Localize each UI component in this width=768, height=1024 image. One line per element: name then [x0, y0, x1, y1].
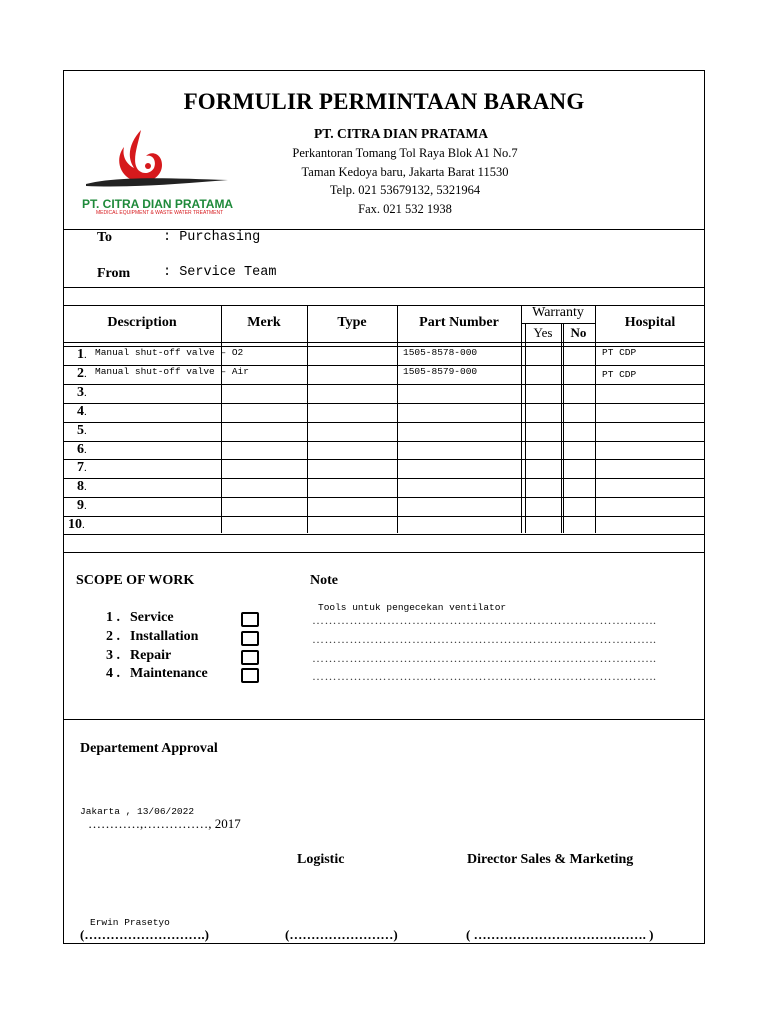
- to-label: To: [97, 230, 113, 245]
- row-part-number[interactable]: 1505-8579-000: [403, 365, 478, 377]
- logo-company-name: PT. CITRA DIAN PRATAMA: [82, 197, 234, 211]
- table-col-divider: [521, 305, 522, 533]
- scope-checkbox[interactable]: [241, 612, 259, 627]
- divider: [63, 719, 705, 720]
- company-logo: [78, 120, 238, 218]
- signature-logistic[interactable]: (……………………): [285, 927, 398, 942]
- table-row-divider: [63, 403, 705, 404]
- to-value: : Purchasing: [163, 230, 261, 245]
- from-label: From: [97, 266, 131, 281]
- table-row-divider: [63, 441, 705, 442]
- table-col-divider: [595, 305, 596, 533]
- fax-line: Fax. 021 532 1938: [358, 202, 452, 216]
- logo-tagline: MEDICAL EQUIPMENT & WASTE WATER TREATMENT: [96, 210, 224, 216]
- row-description[interactable]: Manual shut-off valve – Air: [95, 365, 249, 377]
- company-name: PT. CITRA DIAN PRATAMA: [314, 126, 488, 141]
- table-row-divider: [63, 459, 705, 460]
- col-header-part-number: Part Number: [419, 315, 499, 330]
- col-header-type: Type: [337, 315, 367, 330]
- scope-item-number: 3 .: [106, 648, 120, 663]
- signer-name[interactable]: Erwin Prasetyo: [90, 917, 170, 928]
- row-hospital[interactable]: PT CDP: [602, 368, 637, 380]
- scope-item-label: Maintenance: [130, 666, 208, 681]
- row-description[interactable]: Manual shut-off valve – O2: [95, 347, 244, 358]
- table-row-divider: [63, 516, 705, 517]
- row-number: 6.: [77, 441, 87, 457]
- table-col-divider: [525, 323, 526, 533]
- scope-checkbox[interactable]: [241, 631, 259, 646]
- col-header-yes: Yes: [533, 325, 553, 340]
- table-col-divider: [221, 305, 222, 533]
- from-value: : Service Team: [163, 265, 277, 280]
- scope-item-label: Service: [130, 610, 174, 625]
- divider: [63, 534, 705, 535]
- row-number: 9.: [77, 498, 87, 514]
- note-text[interactable]: Tools untuk pengecekan ventilator: [318, 602, 507, 613]
- scope-item-number: 4 .: [106, 666, 120, 681]
- row-number: 10.: [68, 517, 85, 533]
- row-part-number[interactable]: 1505-8578-000: [403, 347, 478, 358]
- divider: [63, 229, 705, 230]
- col-header-description: Description: [107, 315, 177, 330]
- scope-item-number: 2 .: [106, 629, 120, 644]
- row-number: 2.: [77, 365, 87, 381]
- row-number: 8.: [77, 479, 87, 495]
- table-col-divider: [561, 323, 562, 533]
- col-header-hospital: Hospital: [624, 315, 676, 330]
- table-row-divider: [521, 323, 595, 324]
- divider: [63, 305, 705, 306]
- scope-item-label: Repair: [130, 648, 172, 663]
- note-line-4[interactable]: ………………………………………………………………………..: [312, 669, 657, 683]
- approval-title: Departement Approval: [80, 741, 218, 756]
- divider: [63, 287, 705, 288]
- scope-checkbox[interactable]: [241, 650, 259, 665]
- col-header-no: No: [570, 325, 587, 340]
- row-hospital[interactable]: PT CDP: [602, 347, 637, 358]
- col-header-merk: Merk: [247, 315, 281, 330]
- scope-item-label: Installation: [130, 629, 199, 644]
- table-row-divider: [63, 342, 705, 343]
- director-label: Director Sales & Marketing: [467, 852, 634, 867]
- row-number: 4.: [77, 403, 87, 419]
- table-row-divider: [63, 478, 705, 479]
- form-title: FORMULIR PERMINTAAN BARANG: [183, 89, 585, 114]
- note-title: Note: [310, 573, 338, 588]
- row-number: 1.: [77, 347, 87, 362]
- row-number: 7.: [77, 460, 87, 476]
- row-number: 5.: [77, 422, 87, 438]
- row-number: 3.: [77, 384, 87, 400]
- date-template: …………,……………, 2017: [88, 816, 241, 831]
- note-line-2[interactable]: ………………………………………………………………………..: [312, 632, 657, 646]
- table-col-divider: [563, 323, 564, 533]
- phone-line: Telp. 021 53679132, 5321964: [329, 183, 481, 197]
- address-line-2: Taman Kedoya baru, Jakarta Barat 11530: [301, 165, 509, 179]
- note-line-3[interactable]: ………………………………………………………………………..: [312, 651, 657, 665]
- table-row-divider: [63, 422, 705, 423]
- table-row-divider: [63, 497, 705, 498]
- signature-director[interactable]: ( …………………………………. ): [466, 927, 654, 942]
- table-row-divider: [63, 384, 705, 385]
- col-header-warranty: Warranty: [532, 305, 584, 320]
- scope-item-number: 1 .: [106, 610, 120, 625]
- note-line-1[interactable]: ………………………………………………………………………..: [312, 613, 657, 627]
- approval-date[interactable]: Jakarta , 13/06/2022: [80, 806, 195, 817]
- signature-left[interactable]: (……………………….): [80, 927, 209, 942]
- scope-checkbox[interactable]: [241, 668, 259, 683]
- logistic-label: Logistic: [297, 852, 345, 867]
- address-line-1: Perkantoran Tomang Tol Raya Blok A1 No.7: [292, 146, 518, 160]
- scope-title: SCOPE OF WORK: [76, 573, 195, 588]
- divider: [63, 552, 705, 553]
- table-col-divider: [397, 305, 398, 533]
- table-col-divider: [307, 305, 308, 533]
